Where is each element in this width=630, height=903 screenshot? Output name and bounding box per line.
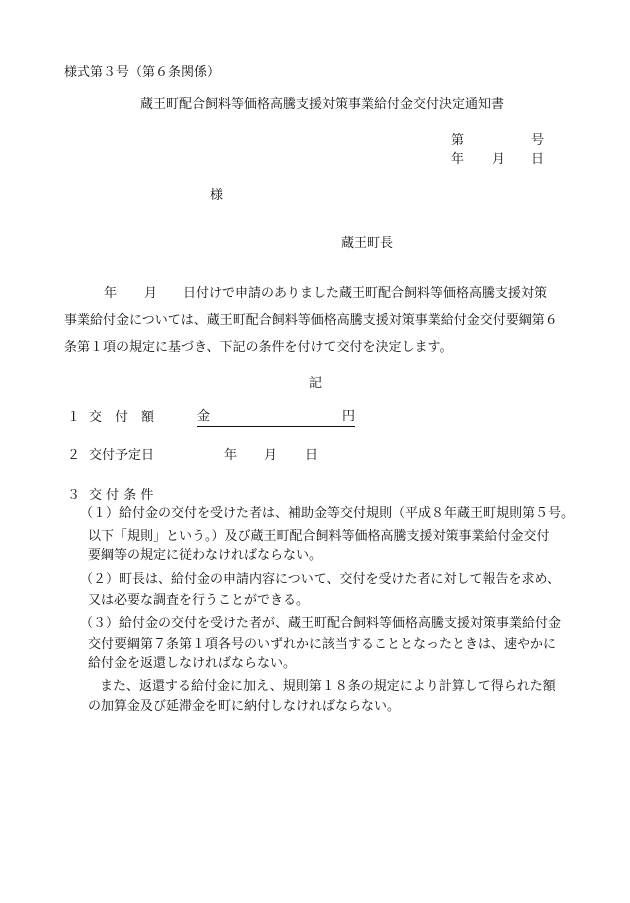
doc-number-prefix: 第 bbox=[451, 133, 465, 148]
schedule-year: 年 bbox=[224, 448, 238, 463]
amount-suffix: 円 bbox=[341, 409, 355, 424]
schedule-day: 日 bbox=[305, 448, 319, 463]
body-intro-year: 年 bbox=[104, 286, 118, 301]
date-month: 月 bbox=[492, 152, 506, 167]
condition-3-extra-line-1: また、返還する給付金に加え、規則第１８条の規定により計算して得られた額 bbox=[100, 679, 556, 694]
item-amount-label: 交 付 額 bbox=[89, 410, 155, 425]
amount-field bbox=[197, 410, 355, 427]
amount-prefix: 金 bbox=[197, 409, 211, 424]
condition-1-line-1: （１）給付金の交付を受けた者は、補助金等交付規則（平成８年蔵王町規則第５号。 bbox=[80, 506, 575, 521]
condition-2-line-1: （２）町長は、給付金の申請内容について、交付を受けた者に対して報告を求め、 bbox=[80, 572, 560, 587]
ki-label: 記 bbox=[309, 376, 323, 391]
date-day: 日 bbox=[531, 152, 545, 167]
body-intro-line2: 事業給付金については、蔵王町配合飼料等価格高騰支援対策事業給付金交付要綱第６ bbox=[64, 313, 558, 328]
body-intro-month: 月 bbox=[144, 286, 158, 301]
schedule-month: 月 bbox=[264, 448, 278, 463]
body-intro-line3: 条第１項の規定に基づき、下記の条件を付けて交付を決定します。 bbox=[64, 340, 453, 355]
item-schedule-label: 交付予定日 bbox=[89, 448, 155, 463]
condition-3-line-1: （３）給付金の交付を受けた者が、蔵王町配合飼料等価格高騰支援対策事業給付金 bbox=[80, 616, 562, 631]
issuer: 蔵王町長 bbox=[341, 236, 394, 251]
item-schedule-number: ２ bbox=[67, 448, 81, 463]
document-title: 蔵王町配合飼料等価格高騰支援対策事業給付金交付決定通知書 bbox=[140, 97, 505, 112]
condition-3-line-3: 給付金を返還しなければならない。 bbox=[88, 656, 297, 671]
condition-3-line-2: 交付要綱第７条第１項各号のいずれかに該当することとなったときは、速やかに bbox=[88, 637, 557, 652]
body-intro-line1: 日付けで申請のありました蔵王町配合飼料等価格高騰支援対策 bbox=[183, 286, 548, 301]
condition-2-line-2: 又は必要な調査を行うことができる。 bbox=[88, 593, 310, 608]
condition-1-line-2: 以下「規則」という。）及び蔵王町配合飼料等価格高騰支援対策事業給付金交付 bbox=[88, 529, 550, 544]
condition-1-line-3: 要綱等の規定に従わなければならない。 bbox=[88, 548, 323, 563]
addressee-honorific: 様 bbox=[210, 188, 224, 203]
condition-3-extra-line-2: の加算金及び延滞金を町に納付しなければならない。 bbox=[88, 699, 401, 714]
doc-number-suffix: 号 bbox=[531, 133, 545, 148]
date-year: 年 bbox=[451, 152, 465, 167]
item-conditions-label: 交 付 条 件 bbox=[89, 488, 154, 503]
item-amount-number: １ bbox=[67, 410, 81, 425]
form-label: 様式第３号（第６条関係） bbox=[64, 65, 221, 80]
item-conditions-number: ３ bbox=[67, 488, 81, 503]
